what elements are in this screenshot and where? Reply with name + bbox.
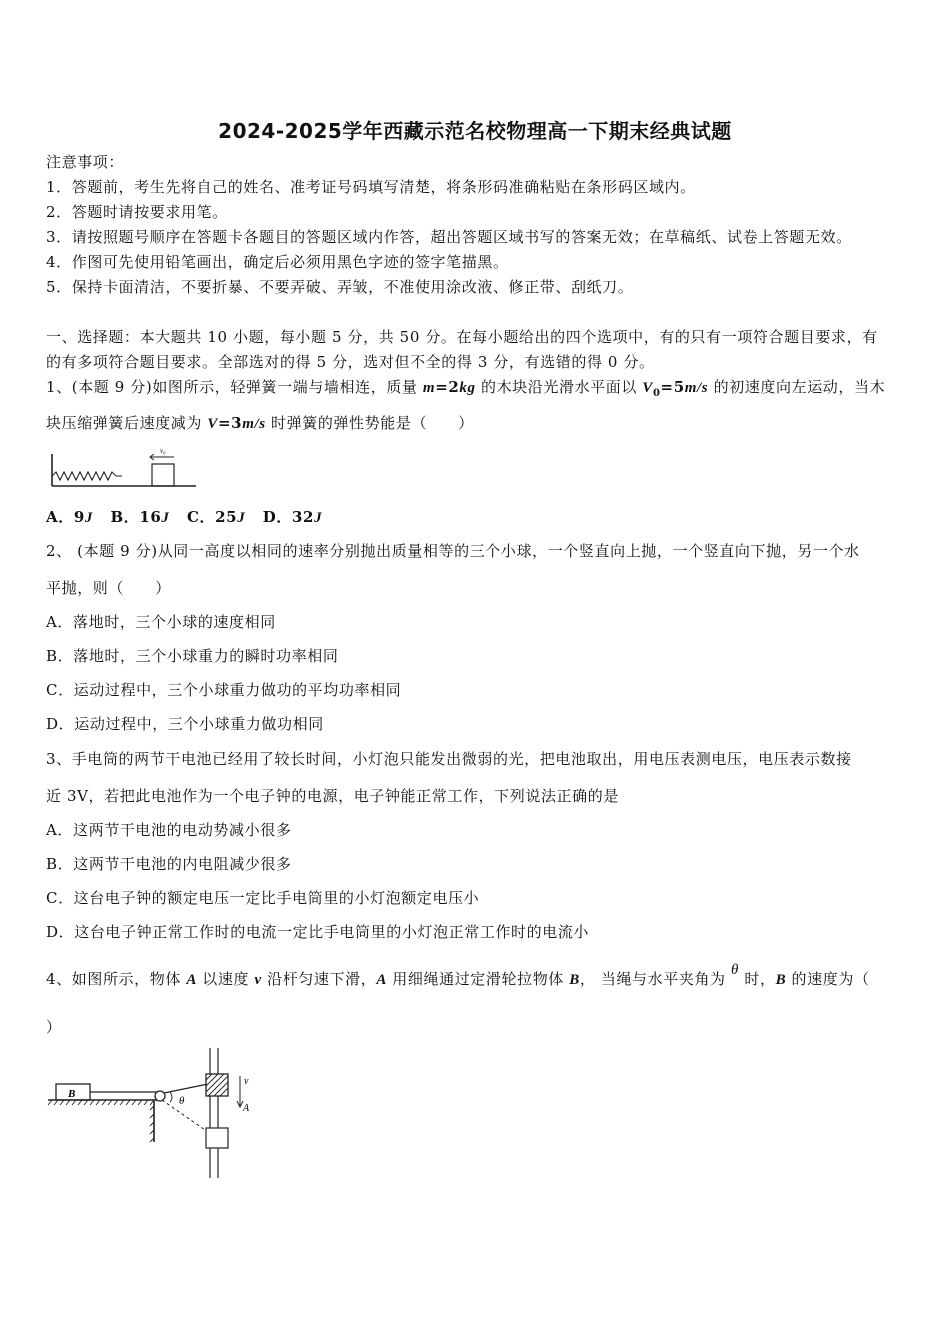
page-title: 2024-2025学年西藏示范名校物理高一下期末经典试题 — [218, 119, 732, 143]
notice-item-2: 2．答题时请按要求用笔。 — [46, 203, 228, 221]
q1-fig-v0-label: v₀ — [160, 447, 166, 455]
q3-option-c: C．这台电子钟的额定电压一定比手电筒里的小灯泡额定电压小 — [46, 889, 480, 907]
notice-item-3: 3．请按照题号顺序在答题卡各题目的答题区域内作答，超出答题区域书写的答案无效；在草稿纸、试卷上答题无效。 — [46, 228, 852, 246]
q1-option-a: A．9 — [46, 508, 85, 526]
q4-fig-label-b: B — [68, 1088, 76, 1100]
notice-heading: 注意事项： — [46, 153, 125, 171]
q1-option-c: C．25 — [187, 508, 238, 526]
section1-line2: 的有多项符合题目要求。全部选对的得 5 分，选对但不全的得 3 分，有选错的得 0 分。 — [46, 353, 655, 371]
q2-option-b: B．落地时，三个小球重力的瞬时功率相同 — [46, 647, 339, 665]
q2-option-a: A．落地时，三个小球的速度相同 — [46, 613, 276, 631]
q4-fig-label-v: v — [244, 1076, 249, 1087]
q2-option-c: C．运动过程中，三个小球重力做功的平均功率相同 — [46, 681, 402, 699]
q1-line2: 块压缩弹簧后速度减为 V=3m/s 时弹簧的弹性势能是（ ） — [46, 414, 474, 432]
notice-item-5: 5．保持卡面清洁，不要折暴、不要弄破、弄皱，不准使用涂改液、修正带、刮纸刀。 — [46, 278, 634, 296]
q3-line2: 近 3V，若把此电池作为一个电子钟的电源，电子钟能正常工作，下列说法正确的是 — [46, 787, 619, 805]
q4-fig-label-a: A — [243, 1103, 250, 1114]
q1-option-d: D．32 — [262, 508, 315, 526]
q3-option-b: B．这两节干电池的内电阻减少很多 — [46, 855, 292, 873]
notice-item-1: 1．答题前，考生先将自己的姓名、准考证号码填写清楚，将条形码准确粘贴在条形码区域内。 — [46, 178, 696, 196]
q3-line1: 3、手电筒的两节干电池已经用了较长时间，小灯泡只能发出微弱的光，把电池取出，用电压表测电压，电压表示数接 — [46, 750, 852, 768]
q2-line1: 2、 (本题 9 分)从同一高度以相同的速率分别抛出质量相等的三个小球，一个竖直向上抛，一个竖直向下抛，另一个水 — [46, 542, 860, 560]
q1-option-b: B．16 — [110, 508, 162, 526]
q4-line2: ） — [46, 1018, 62, 1036]
q2-line2: 平抛，则（ ） — [46, 579, 171, 597]
q4-fig-label-theta: θ — [179, 1095, 185, 1107]
q3-option-a: A．这两节干电池的电动势减小很多 — [46, 821, 292, 839]
q1-options: A．9J B．16J C．25J D．32J — [46, 508, 323, 526]
section1-line1: 一、选择题：本大题共 10 小题，每小题 5 分，共 50 分。在每小题给出的四个选项中，有的只有一项符合题目要求，有 — [46, 328, 878, 346]
q4-line1: 4、如图所示，物体 A 以速度 v 沿杆匀速下滑，A 用细绳通过定滑轮拉物体 B， 当绳与水平夹角为 θ 时，B 的速度为（ — [46, 962, 870, 988]
q3-option-d: D．这台电子钟正常工作时的电流一定比手电筒里的小灯泡正常工作时的电流小 — [46, 923, 590, 941]
q4-pulley-figure — [46, 1046, 266, 1182]
q1-line1: 1、(本题 9 分)如图所示，轻弹簧一端与墙相连，质量 m=2kg 的木块沿光滑水平面以 $V_0=5m/s$ 的初速度向左运动，当木 — [46, 378, 886, 399]
q2-option-d: D．运动过程中，三个小球重力做功相同 — [46, 715, 324, 733]
notice-item-4: 4．作图可先使用铅笔画出，确定后必须用黑色字迹的签字笔描黑。 — [46, 253, 509, 271]
q1-spring-figure — [46, 446, 198, 490]
